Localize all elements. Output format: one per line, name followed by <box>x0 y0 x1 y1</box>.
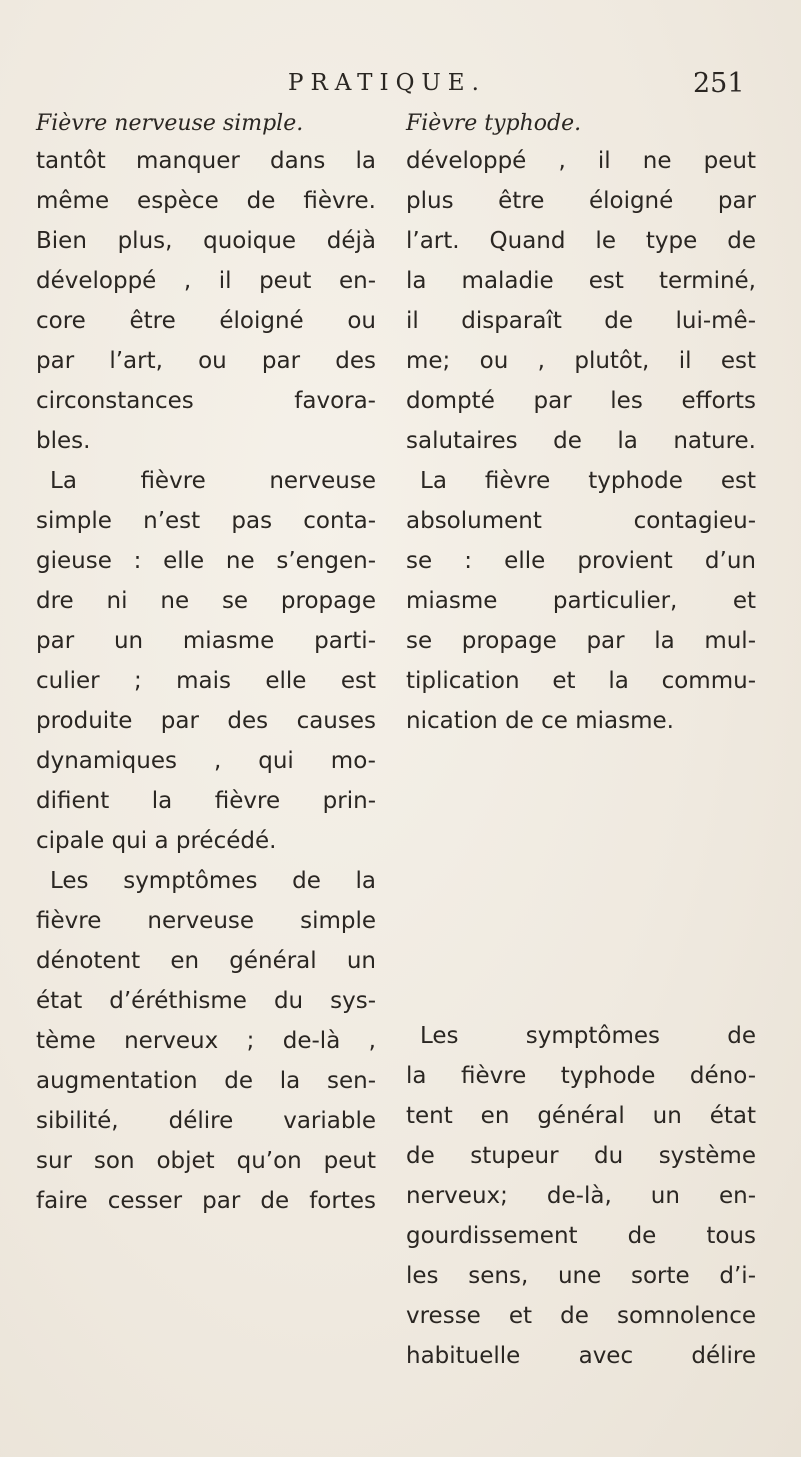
left-column-heading: Fièvre nerveuse simple. <box>36 111 304 136</box>
text-line: cipale qui a précédé. <box>36 828 277 854</box>
right-column-text <box>406 141 756 741</box>
text-line: développé , il ne peut <box>406 148 756 174</box>
text-line: plus être éloigné par <box>406 188 756 214</box>
text-line: nication de ce miasme. <box>406 708 674 734</box>
text-line: de stupeur du système <box>406 1143 756 1169</box>
text-line: tème nerveux ; de-là , <box>36 1028 376 1054</box>
text-line: Les symptômes de la <box>50 868 376 894</box>
text-line: même espèce de fièvre. <box>36 188 376 214</box>
right-column-text-continued <box>406 1016 756 1376</box>
text-line: La fièvre nerveuse <box>50 468 376 494</box>
text-line: nerveux; de-là, un en- <box>406 1183 756 1209</box>
text-line: absolument contagieu- <box>406 508 756 534</box>
text-line: il disparaît de lui-mê- <box>406 308 756 334</box>
text-line: core être éloigné ou <box>36 308 376 334</box>
text-line: La fièvre typhode est <box>420 468 756 494</box>
text-line: dre ni ne se propage <box>36 588 376 614</box>
text-line: Les symptômes de <box>420 1023 756 1049</box>
text-line: dynamiques , qui mo- <box>36 748 376 774</box>
text-line: gourdissement de tous <box>406 1223 756 1249</box>
text-line: se : elle provient d’un <box>406 548 756 574</box>
text-line: par l’art, ou par des <box>36 348 376 374</box>
page-number: 251 <box>693 68 745 99</box>
text-line: se propage par la mul- <box>406 628 756 654</box>
text-line: sibilité, délire variable <box>36 1108 376 1134</box>
text-line: gieuse : elle ne s’engen- <box>36 548 376 574</box>
text-line: produite par des causes <box>36 708 376 734</box>
left-column-text <box>36 141 376 1221</box>
text-line: tantôt manquer dans la <box>36 148 376 174</box>
text-line: culier ; mais elle est <box>36 668 376 694</box>
text-line: dénotent en général un <box>36 948 376 974</box>
text-line: par un miasme parti- <box>36 628 376 654</box>
text-line: dompté par les efforts <box>406 388 756 414</box>
text-line: habituelle avec délire <box>406 1343 756 1369</box>
text-line: l’art. Quand le type de <box>406 228 756 254</box>
running-head: PRATIQUE. <box>288 70 486 96</box>
text-line: Bien plus, quoique déjà <box>36 228 376 254</box>
text-line: bles. <box>36 428 91 454</box>
text-line: les sens, une sorte d’i- <box>406 1263 756 1289</box>
text-line: vresse et de somnolence <box>406 1303 756 1329</box>
text-line: état d’éréthisme du sys- <box>36 988 376 1014</box>
text-line: simple n’est pas conta- <box>36 508 376 534</box>
text-line: miasme particulier, et <box>406 588 756 614</box>
text-line: circonstances favora- <box>36 388 376 414</box>
text-line: la maladie est terminé, <box>406 268 756 294</box>
text-line: salutaires de la nature. <box>406 428 756 454</box>
text-line: sur son objet qu’on peut <box>36 1148 376 1174</box>
text-line: faire cesser par de fortes <box>36 1188 376 1214</box>
text-line: développé , il peut en- <box>36 268 376 294</box>
text-line: tent en général un état <box>406 1103 756 1129</box>
text-line: fièvre nerveuse simple <box>36 908 376 934</box>
text-line: augmentation de la sen- <box>36 1068 376 1094</box>
text-line: me; ou , plutôt, il est <box>406 348 756 374</box>
text-line: tiplication et la commu- <box>406 668 756 694</box>
text-line: difient la fièvre prin- <box>36 788 376 814</box>
text-line: la fièvre typhode déno- <box>406 1063 756 1089</box>
right-column-heading: Fièvre typhode. <box>406 111 582 136</box>
